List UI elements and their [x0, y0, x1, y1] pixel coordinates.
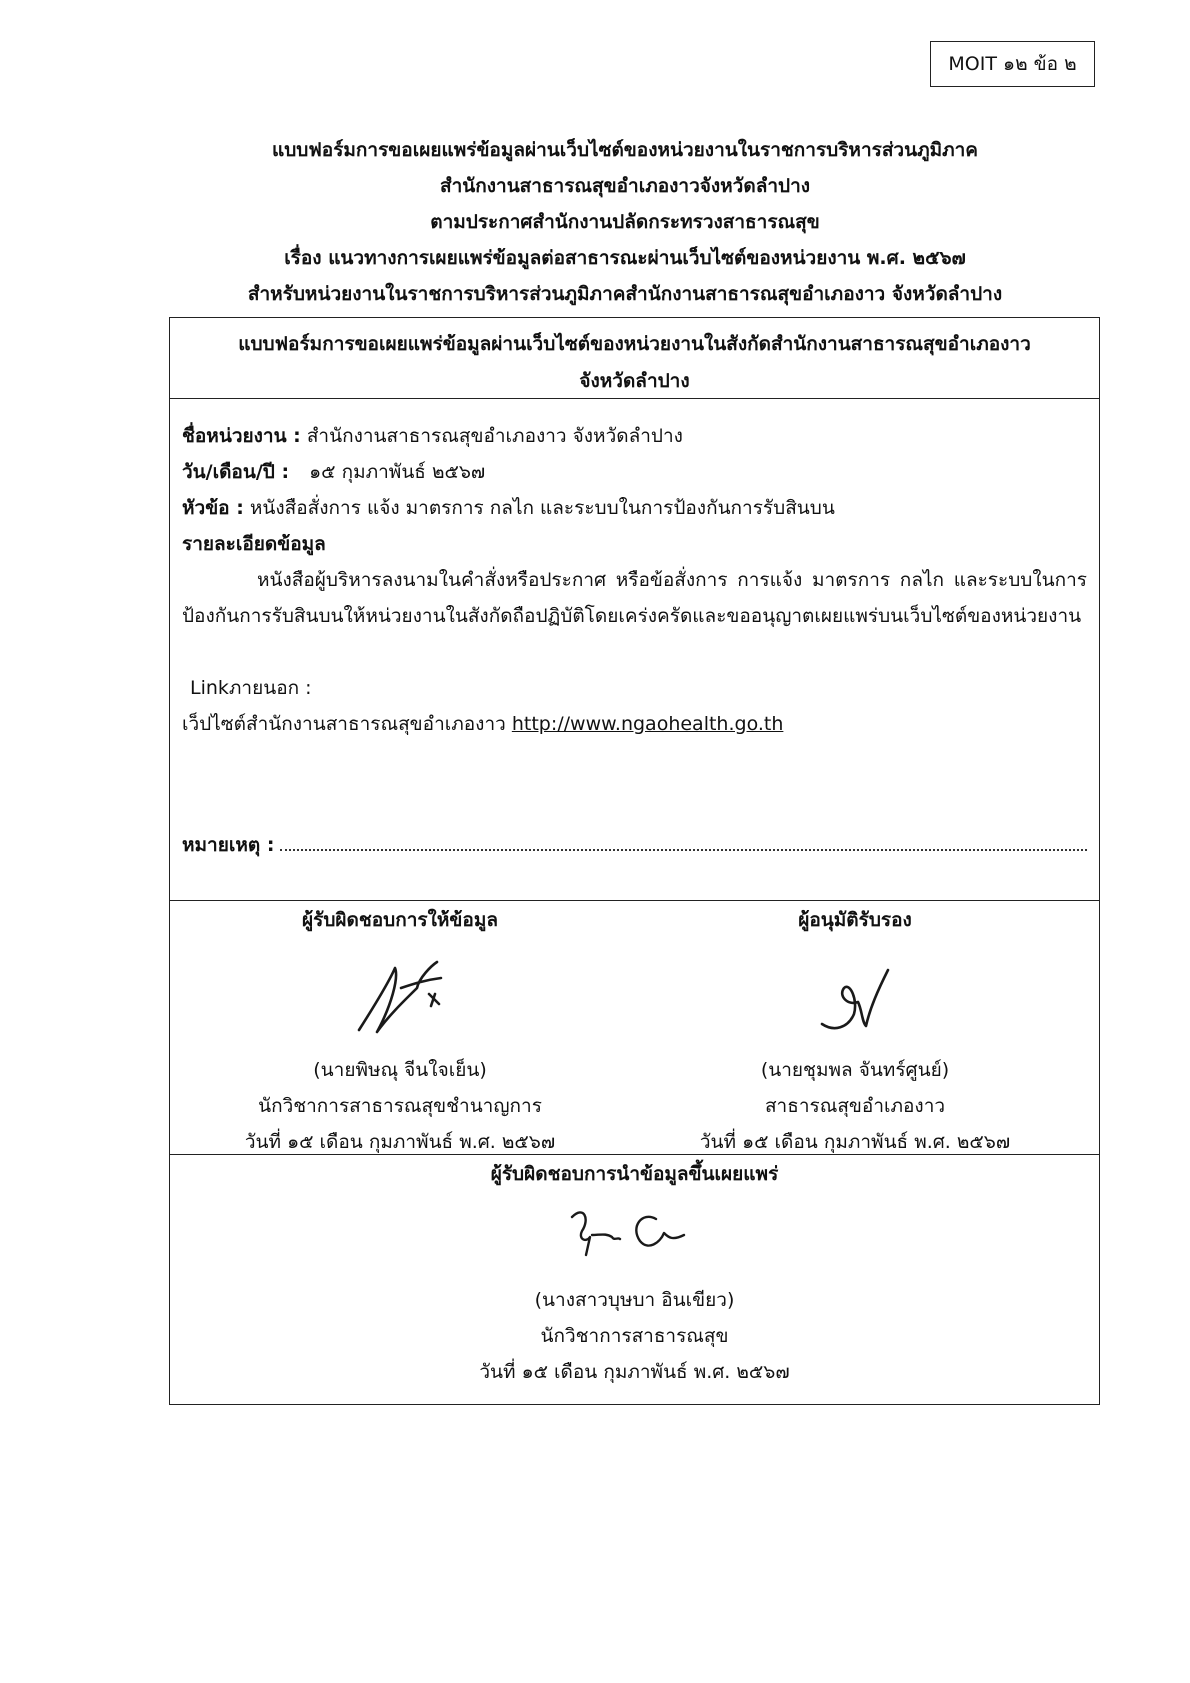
signature-position-right: สาธารณสุขอำเภองาว — [764, 1095, 946, 1117]
agency-label: ชื่อหน่วยงาน : — [182, 425, 301, 447]
date-label: วัน/เดือน/ปี : — [182, 461, 290, 483]
link-label: Linkภายนอก : — [190, 677, 312, 699]
topic-value: หนังสือสั่งการ แจ้ง มาตรการ กลไก และระบบในการป้องกันการรับสินบน — [249, 497, 835, 519]
divider-publisher — [170, 1154, 1099, 1155]
note-label: หมายเหตุ : — [182, 834, 275, 856]
signature-name-left: (นายพิษณุ จีนใจเย็น) — [313, 1059, 487, 1081]
signature-block-left — [170, 902, 630, 1160]
date-value: ๑๕ กุมภาพันธ์ ๒๕๖๗ — [309, 461, 486, 483]
agency-row — [182, 418, 1087, 454]
signature-block-right — [625, 902, 1085, 1160]
topic-label: หัวข้อ : — [182, 497, 244, 519]
signature-left-icon — [345, 948, 455, 1048]
signature-role-left: ผู้รับผิดชอบการให้ข้อมูล — [302, 909, 498, 931]
header-line-2: สำนักงานสาธารณสุขอำเภองาวจังหวัดลำปาง — [439, 175, 811, 197]
topic-row — [182, 490, 1087, 526]
signature-role-right: ผู้อนุมัติรับรอง — [798, 909, 912, 931]
details-section — [182, 418, 1087, 742]
divider-title — [170, 398, 1099, 399]
document-header — [100, 132, 1150, 312]
signature-right-icon — [800, 948, 910, 1048]
signature-role-publisher: ผู้รับผิดชอบการนำข้อมูลขึ้นเผยแพร่ — [490, 1163, 779, 1185]
signature-name-right: (นายชุมพล จันทร์ศูนย์) — [760, 1059, 950, 1081]
detail-heading-row — [182, 526, 1087, 562]
table-title-line-1: แบบฟอร์มการขอเผยแพร่ข้อมูลผ่านเว็บไซต์ของหน่วยงานในสังกัดสำนักงานสาธารณสุขอำเภองาว — [238, 333, 1031, 355]
agency-value: สำนักงานสาธารณสุขอำเภองาว จังหวัดลำปาง — [306, 425, 683, 447]
spacer — [182, 634, 1087, 670]
signature-right — [625, 944, 1085, 1052]
table-title — [180, 326, 1089, 400]
signature-date-left: วันที่ ๑๕ เดือน กุมภาพันธ์ พ.ศ. ๒๕๖๗ — [244, 1131, 556, 1153]
date-row — [182, 454, 1087, 490]
note-dotted-line — [280, 827, 1087, 851]
signature-publisher-icon — [560, 1197, 710, 1277]
header-line-5: สำหรับหน่วยงานในราชการบริหารส่วนภูมิภาคสำนักงานสาธารณสุขอำเภองาว จังหวัดลำปาง — [247, 283, 1003, 305]
header-line-3: ตามประกาศสำนักงานปลัดกระทรวงสาธารณสุข — [430, 211, 820, 233]
header-line-1: แบบฟอร์มการขอเผยแพร่ข้อมูลผ่านเว็บไซต์ของหน่วยงานในราชการบริหารส่วนภูมิภาค — [271, 139, 979, 161]
form-table — [169, 317, 1100, 1405]
document-code: MOIT ๑๒ ข้อ ๒ — [948, 53, 1077, 75]
signature-date-right: วันที่ ๑๕ เดือน กุมภาพันธ์ พ.ศ. ๒๕๖๗ — [699, 1131, 1011, 1153]
detail-text: หนังสือผู้บริหารลงนามในคำสั่งหรือประกาศ หรือข้อสั่งการ การแจ้ง มาตรการ กลไก และระบบในการป้องกันการรับสินบนให้หน่วยงานในสังกัดถือปฏิบัติโดยเคร่งครัดและขออนุญาตเผยแพร่บนเว็บไซต์ของหน่วยงาน — [182, 569, 1087, 627]
note-row — [182, 827, 1087, 863]
link-row — [182, 706, 1087, 742]
detail-label: รายละเอียดข้อมูล — [182, 533, 326, 555]
document-code-box — [930, 41, 1095, 87]
signature-left — [170, 944, 630, 1052]
signature-date-publisher: วันที่ ๑๕ เดือน กุมภาพันธ์ พ.ศ. ๒๕๖๗ — [479, 1361, 790, 1383]
signature-block-publisher — [170, 1156, 1099, 1390]
signature-publisher — [170, 1192, 1099, 1282]
header-line-4: เรื่อง แนวทางการเผยแพร่ข้อมูลต่อสาธารณะผ่านเว็บไซต์ของหน่วยงาน พ.ศ. ๒๕๖๗ — [284, 247, 966, 269]
signature-position-left: นักวิชาการสาธารณสุขชำนาญการ — [258, 1095, 542, 1117]
website-link[interactable]: http://www.ngaohealth.go.th — [511, 713, 784, 735]
divider-signatures — [170, 900, 1099, 901]
table-title-line-2: จังหวัดลำปาง — [579, 370, 690, 392]
link-prefix: เว็ปไซต์สำนักงานสาธารณสุขอำเภองาว — [182, 713, 506, 735]
signature-position-publisher: นักวิชาการสาธารณสุข — [540, 1325, 729, 1347]
signature-name-publisher: (นางสาวบุษบา อินเขียว) — [534, 1289, 735, 1311]
